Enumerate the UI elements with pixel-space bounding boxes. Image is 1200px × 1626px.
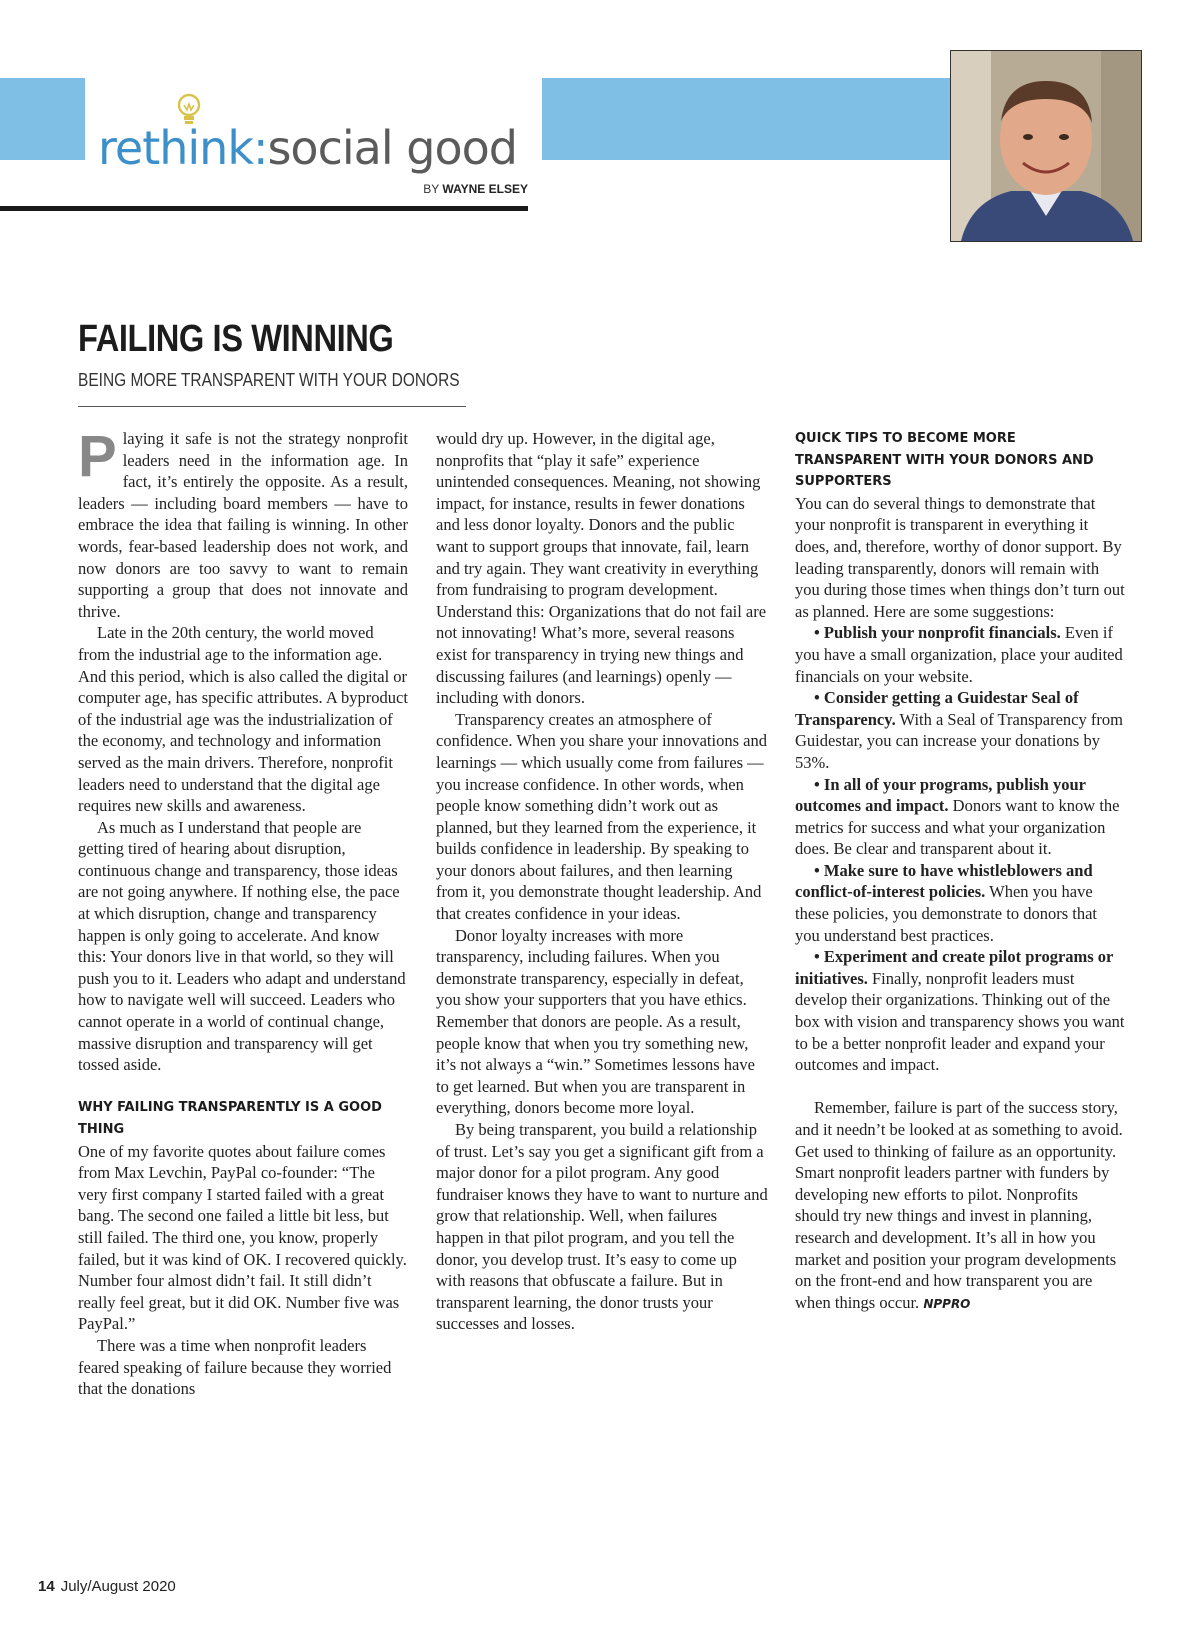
tip-text: Even if you have a small organization, place your audited financials on your website. xyxy=(795,623,1123,686)
col3-closing xyxy=(795,1097,1125,1315)
col2-paragraph-2: Transparency creates an atmosphere of confidence. When you share your innovations and learnings — which usually come from failures — you increase confidence. In other words, when people know something didn’t work out as planned, but they learned from the experience, it builds confidence in leadership. By speaking to your donors about failures, and then learning from it, you demonstrate thought leadership. And that creates confidence in your ideas. xyxy=(436,709,767,924)
tip-bold: • Make sure to have whistleblowers and conflict-of-interest policies. xyxy=(795,860,1093,902)
col1-paragraph-3: As much as I understand that people are getting tired of hearing about disruption, continuous change and transparency, those ideas are not going anywhere. If nothing else, the pace at which disruption, change and transparency happen is only going to accelerate. And know this: Your donors live in that world, so they will push you to it. Leaders who adapt and understand how to navigate well will succeed. Leaders who cannot operate in a world of continual change, massive disruption and transparency will get tossed aside. xyxy=(78,817,406,1075)
tip-item xyxy=(795,687,1125,773)
tip-text: With a Seal of Transparency from Guidestar, you can increase your donations by 53%. xyxy=(795,709,1123,772)
col1-paragraph-4: One of my favorite quotes about failure comes from Max Levchin, PayPal co-founder: “The very first company I started failed with a great bang. The second one failed a little bit less, but still failed. The third one, you know, properly failed, but it was kind of OK. I recovered quickly. Number four almost didn’t fail. It still didn’t really feel great, but it did OK. Number five was PayPal.” xyxy=(78,1141,407,1334)
article-subtitle: BEING MORE TRANSPARENT WITH YOUR DONORS xyxy=(78,370,460,390)
col3-intro: You can do several things to demonstrate that your nonprofit is transparent in everything it does, and, therefore, worthy of donor support. By leading transparently, donors will remain with you during those times when things don’t turn out as planned. Here are some suggestions: xyxy=(795,493,1125,621)
section-heading-why-failing: WHY FAILING TRANSPARENTLY IS A GOOD THING xyxy=(78,1100,382,1137)
page-number: 14 xyxy=(38,1578,55,1595)
logo-rethink: rethink: xyxy=(98,121,268,175)
header-color-band-left xyxy=(0,78,85,160)
section-heading-quick-tips: QUICK TIPS TO BECOME MORE TRANSPARENT WITH YOUR DONORS AND SUPPORTERS xyxy=(795,431,1094,490)
tip-text: Finally, nonprofit leaders must develop their organizations. Thinking out of the box with vision and transparency shows you want to be a better nonprofit leader and expand your outcomes and impact. xyxy=(795,968,1125,1075)
issue-date: July/August 2020 xyxy=(60,1578,176,1595)
tip-text: When you have these policies, you demonstrate to donors that you understand best practices. xyxy=(795,882,1097,945)
spacer xyxy=(78,1076,408,1098)
col2-paragraph-4: By being transparent, you build a relationship of trust. Let’s say you get a significant gift from a major donor for a pilot program. Any good fundraiser knows they have to want to nurture and grow that relationship. Well, when failures happen in that pilot program, and you tell the donor, you develop trust. It’s easy to come up with reasons that obfuscate a failure. But in transparent learning, the donor trusts your successes and losses. xyxy=(436,1120,768,1334)
tip-text: Donors want to know the metrics for success and what your organization does. Be clear and transparent about it. xyxy=(795,796,1120,859)
col1-paragraph-5: There was a time when nonprofit leaders feared speaking of failure because they worried that the donations xyxy=(78,1335,392,1399)
col1-paragraph-2: Late in the 20th century, the world moved from the industrial age to the information age. And this period, which is also called the digital or computer age, has specific attributes. A byproduct of the industrial age was the industrialization of the economy, and technology and information served as the main drivers. Therefore, nonprofit leaders need to understand that the digital age requires new skills and awareness. xyxy=(78,623,408,816)
article-column-2 xyxy=(436,428,768,1335)
closing-text: Remember, failure is part of the success story, and it needn’t be looked at as something to avoid. Get used to thinking of failure as an opportunity. Smart nonprofit leaders partner with funders by developing new efforts to pilot. Nonprofits should try new things and invest in planning, research and development. It’s all in how you market and position your program developments on the front-end and how transparent you are when things occur. xyxy=(795,1098,1123,1312)
tip-item xyxy=(795,774,1125,860)
article-column-1 xyxy=(78,424,408,1400)
tip-item xyxy=(795,860,1125,946)
col1-p1-text: laying it safe is not the strategy nonprofit leaders need in the information age. In fact, it’s entirely the opposite. As a result, leaders — including board members — have to embrace the idea that failing is winning. In other words, fear-based leadership does not work, and now donors are too savvy to want to remain supporting a group that does not innovate and thrive. xyxy=(78,429,408,621)
tip-bold: • In all of your programs, publish your outcomes and impact. xyxy=(795,774,1086,816)
subtitle-rule xyxy=(78,406,466,407)
col1-paragraph-1 xyxy=(78,424,408,622)
logo-social-good: social good xyxy=(267,121,517,175)
tip-bold: • Publish your nonprofit financials. xyxy=(814,623,1061,643)
tip-bold: • Experiment and create pilot programs or initiatives. xyxy=(795,947,1114,988)
byline-author: WAYNE ELSEY xyxy=(442,182,528,196)
page-folio xyxy=(38,1578,176,1595)
byline xyxy=(400,182,528,196)
col2-paragraph-1: would dry up. However, in the digital age, nonprofits that “play it safe” experience unintended consequences. Meaning, not showing impact, for instance, results in fewer donations and less donor loyalty. Donors and the public want to support groups that innovate, fail, learn and try again. They want creativity in everything from fundraising to program development. Understand this: Organizations that do not fail are not innovating! What’s more, several reasons exist for transparency in trying new things and discussing failures (and learnings) openly — including with donors. xyxy=(436,429,767,708)
article-column-3 xyxy=(795,428,1125,1315)
drop-cap: P xyxy=(78,424,117,489)
tip-item xyxy=(795,946,1125,1076)
tip-bold: • Consider getting a Guidestar Seal of Transparency. xyxy=(795,688,1079,729)
tip-item xyxy=(795,622,1125,687)
col2-paragraph-3: Donor loyalty increases with more transparency, including failures. When you demonstrate transparency, especially in defeat, you show your supporters that you have ethics. Remember that donors are people. As a result, people know that when you try something new, it’s not always a “win.” Sometimes lessons have to get learned. But when you are transparent in everything, donors become more loyal. xyxy=(436,925,755,1118)
header-rule xyxy=(0,206,528,211)
section-logo xyxy=(98,118,538,178)
spacer xyxy=(795,1076,1125,1098)
article-title: FAILING IS WINNING xyxy=(78,318,394,360)
header-color-band-right xyxy=(542,78,950,160)
signoff-mark: NPPRO xyxy=(923,1296,971,1311)
author-photo xyxy=(950,50,1142,242)
byline-prefix: BY xyxy=(423,182,440,196)
author-portrait-image xyxy=(951,51,1141,241)
